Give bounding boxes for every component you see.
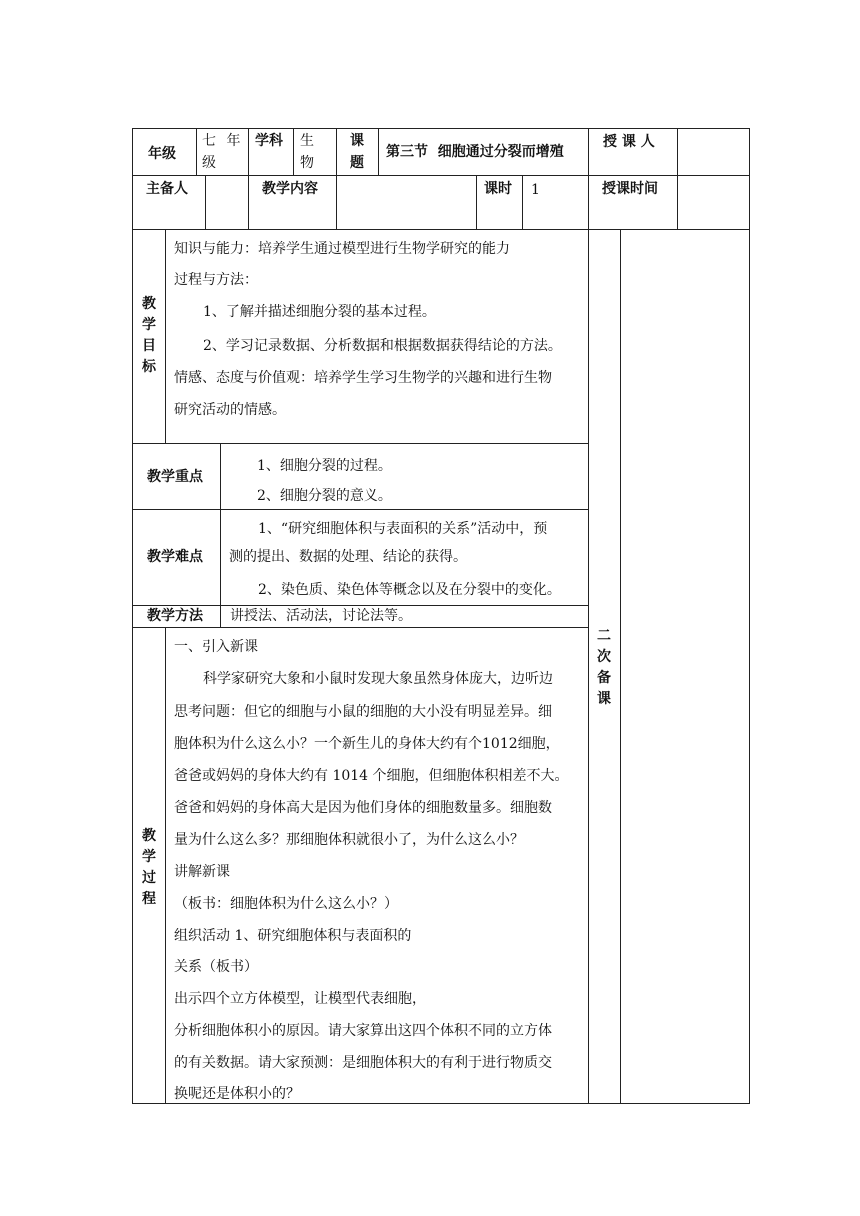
process-line: 组织活动 1、研究细胞体积与表面积的 [174, 928, 412, 944]
table-border-top [132, 128, 750, 129]
objective-line: 研究活动的情感。 [174, 402, 286, 418]
process-line: 爸爸和妈妈的身体高大是因为他们身体的细胞数量多。细胞数 [174, 800, 552, 816]
topic-label-line2: 题 [350, 155, 364, 171]
col-divider [220, 443, 221, 627]
process-line: 分析细胞体积小的原因。请大家算出这四个体积不同的立方体 [174, 1023, 552, 1039]
row-divider [132, 229, 750, 230]
col-divider [677, 128, 678, 175]
process-line: 胞体积为什么这么小？一个新生儿的身体大约有个1012细胞， [174, 736, 560, 752]
table-border-left [132, 128, 133, 1104]
process-line: 换呢还是体积小的？ [174, 1086, 300, 1102]
process-line: （板书：细胞体积为什么这么小？） [174, 896, 398, 912]
preparer-label: 主备人 [146, 181, 188, 197]
key-point-line: 1、细胞分裂的过程。 [257, 458, 392, 474]
row-divider [132, 627, 588, 628]
grade-label: 年级 [148, 146, 176, 162]
objective-line: 1、了解并描述细胞分裂的基本过程。 [203, 304, 436, 320]
table-border-right [749, 128, 750, 1104]
grade-value-line2: 级 [202, 155, 216, 171]
process-line: 关系（板书） [174, 959, 258, 975]
col-divider [476, 175, 477, 229]
process-line: 讲解新课 [174, 864, 230, 880]
process-line: 一、引入新课 [174, 639, 258, 655]
col-divider [336, 175, 337, 229]
difficulty-line: 2、染色质、染色体等概念以及在分裂中的变化。 [258, 582, 561, 598]
topic-label-line1: 课 [350, 133, 364, 149]
table-border-bottom [132, 1103, 750, 1104]
col-divider [205, 175, 206, 229]
grade-value-line1: 七 年 [202, 133, 244, 149]
key-point-line: 2、细胞分裂的意义。 [257, 488, 392, 504]
col-divider [378, 128, 379, 175]
row-divider [132, 605, 588, 606]
process-line: 思考问题：但它的细胞与小鼠的细胞的大小没有明显差异。细 [174, 704, 552, 720]
hours-label: 课时 [484, 181, 512, 197]
key-points-label: 教学重点 [147, 469, 203, 485]
subject-value-line2: 物 [300, 155, 314, 171]
col-divider [248, 128, 249, 175]
time-label: 授课时间 [602, 181, 658, 197]
process-line: 出示四个立方体模型，让模型代表细胞， [174, 991, 426, 1007]
col-divider [196, 128, 197, 175]
col-divider [336, 128, 337, 175]
col-divider [588, 128, 589, 175]
col-divider [588, 175, 589, 229]
second-prep-label: 二次备课 [597, 628, 611, 707]
row-divider [132, 509, 588, 510]
objective-line: 情感、态度与价值观：培养学生学习生物学的兴趣和进行生物 [174, 370, 552, 386]
col-divider [293, 128, 294, 175]
col-divider [588, 229, 589, 1104]
difficulty-line: 测的提出、数据的处理、结论的获得。 [229, 549, 467, 565]
methods-label: 教学方法 [147, 608, 203, 624]
col-divider [165, 627, 166, 1104]
subject-value-line1: 生 [300, 133, 314, 149]
objective-line: 2、学习记录数据、分析数据和根据数据获得结论的方法。 [203, 338, 562, 354]
col-divider [248, 175, 249, 229]
row-divider [132, 175, 750, 176]
objective-line: 知识与能力：培养学生通过模型进行生物学研究的能力 [174, 241, 510, 257]
col-divider [677, 175, 678, 229]
row-divider [132, 443, 588, 444]
content-label: 教学内容 [262, 181, 318, 197]
process-line: 的有关数据。请大家预测：是细胞体积大的有利于进行物质交 [174, 1055, 552, 1071]
topic-value: 第三节 细胞通过分裂而增殖 [386, 144, 564, 160]
difficulty-line: 1、“研究细胞体积与表面积的关系”活动中，预 [258, 521, 548, 537]
process-label: 教学过程 [142, 828, 156, 907]
process-line: 科学家研究大象和小鼠时发现大象虽然身体庞大，边听边 [203, 671, 553, 687]
process-line: 爸爸或妈妈的身体大约有 1014 个细胞，但细胞体积相差不大。 [174, 768, 569, 784]
col-divider [620, 229, 621, 1104]
objectives-label: 教学目标 [142, 296, 156, 375]
methods-text: 讲授法、活动法，讨论法等。 [230, 608, 412, 624]
hours-value: 1 [531, 182, 540, 198]
col-divider [522, 175, 523, 229]
subject-label: 学科 [255, 133, 283, 149]
process-line: 量为什么这么多？那细胞体积就很小了，为什么这么小？ [174, 832, 524, 848]
difficulties-label: 教学难点 [147, 549, 203, 565]
teacher-label: 授 课 人 [603, 134, 655, 150]
col-divider [165, 229, 166, 443]
objective-line: 过程与方法： [174, 272, 258, 288]
